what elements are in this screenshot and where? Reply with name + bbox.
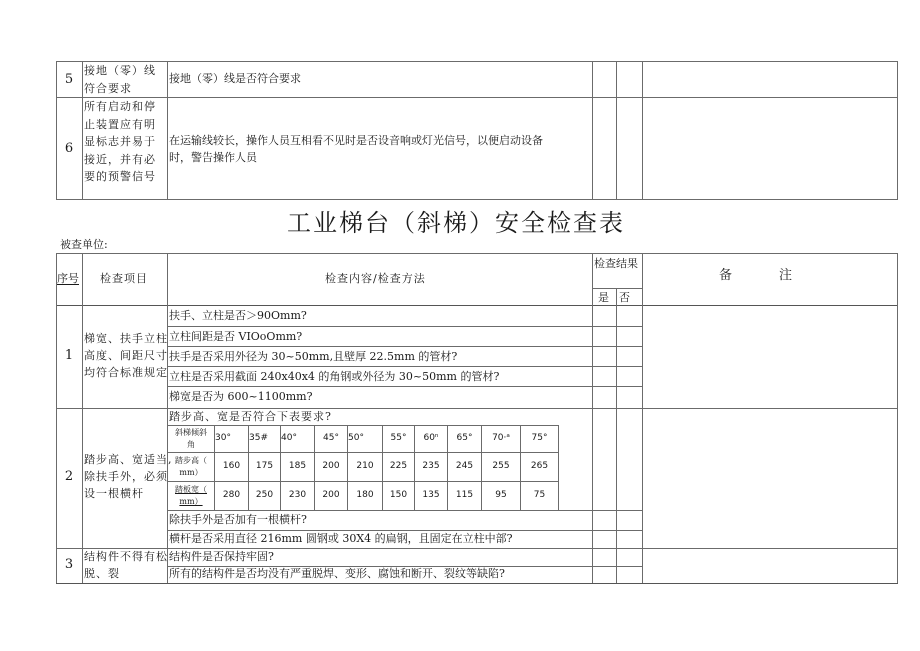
check-content: 结构件是否保持牢固?: [169, 550, 274, 563]
header-yes: 是: [598, 291, 609, 304]
check-content: 立柱间距是否 VIOoOmm?: [169, 330, 303, 343]
spec-label-line: 踏板宽（: [175, 485, 207, 494]
spec-angle: 50°: [348, 433, 364, 443]
header-no: 否: [619, 291, 630, 304]
spec-angle: 45°: [323, 433, 339, 443]
remarks-cell[interactable]: [643, 306, 897, 408]
check-content: 梯宽是否为 600~1100mm?: [169, 390, 313, 403]
check-item: 接地（零）线符合要求: [84, 64, 156, 95]
spec-tread-width: 75: [533, 490, 546, 500]
spec-tread-width: 180: [356, 490, 374, 500]
remarks-cell[interactable]: [643, 409, 897, 548]
check-item-line: 除扶手外，必须: [84, 470, 168, 483]
spec-tread-width: 135: [422, 490, 440, 500]
spec-tread-width: 280: [222, 490, 241, 500]
spec-angle: 35#: [249, 433, 268, 443]
spec-step-height: 185: [288, 461, 307, 471]
remarks-cell[interactable]: [643, 98, 897, 199]
result-yes-cell[interactable]: [593, 549, 616, 583]
result-no-cell[interactable]: [617, 306, 642, 408]
check-content-line2: 时，警告操作人员: [169, 151, 257, 164]
spec-angle: 75°: [531, 433, 548, 443]
spec-angle: 60ⁿ: [423, 433, 439, 443]
row-number: 5: [64, 72, 74, 87]
check-item-line: 设一根横杆: [84, 487, 144, 500]
check-content: 所有的结构件是否均没有严重脱焊、变形、腐蚀和断开、裂纹等缺陷?: [169, 567, 505, 580]
spec-tread-width: 95: [495, 490, 507, 500]
spec-tread-width: 200: [322, 490, 340, 500]
spec-tread-width: 250: [255, 490, 274, 500]
result-yes-cell[interactable]: [593, 98, 616, 199]
check-content: 立柱是否采用截面 240x40x4 的角钢或外径为 30~50mm 的管材?: [169, 370, 500, 383]
spec-step-height: 265: [530, 461, 549, 471]
spec-angle: 30°: [215, 433, 231, 443]
result-yes-cell[interactable]: [593, 409, 616, 548]
check-item: 所有启动和停止装置应有明显标志并易于接近，并有必要的预警信号: [84, 100, 156, 183]
result-yes-cell[interactable]: [593, 62, 616, 97]
header-serial-no: 序号: [57, 272, 79, 285]
result-yes-cell[interactable]: [593, 306, 616, 408]
spec-angle: 40°: [281, 433, 297, 443]
spec-tread-width: 150: [389, 490, 408, 500]
result-no-cell[interactable]: [617, 62, 642, 97]
header-check-item: 检查项目: [100, 272, 148, 285]
header-check-content: 检查内容/检查方法: [325, 272, 426, 285]
inspected-unit-label: 被查单位:: [60, 238, 108, 251]
spec-step-height: 255: [492, 461, 510, 471]
check-content: 扶手是否采用外径为 30~50mm,且壁厚 22.5mm 的管材?: [169, 350, 458, 363]
check-item-line: 梯宽、扶手立柱: [84, 332, 168, 345]
spec-angle: 70·ᵃ: [492, 433, 510, 443]
row-number: 6: [64, 141, 74, 156]
check-content: 除扶手外是否加有一根横杆?: [169, 513, 307, 526]
check-content: 踏步高、宽是否符合下表要求?: [169, 410, 332, 423]
result-no-cell[interactable]: [617, 98, 642, 199]
result-no-cell[interactable]: [617, 409, 642, 548]
check-item-line: 高度、间距尺寸: [84, 349, 168, 362]
page-title: 工业梯台（斜梯）安全检查表: [287, 209, 625, 237]
remarks-cell[interactable]: [643, 549, 897, 583]
spec-tread-width: 230: [288, 490, 307, 500]
spec-label-tread-width: [168, 484, 214, 508]
spec-step-height: 245: [455, 461, 474, 471]
check-item-line: 均符合标准规定: [84, 366, 168, 379]
check-item-line: 结构件不得有松: [84, 550, 168, 563]
header-check-result: 检查结果: [594, 257, 638, 270]
spec-angle: 65°: [456, 433, 473, 443]
check-item-line: 踏步高、宽适当,: [84, 453, 173, 466]
row-number: 2: [64, 469, 74, 484]
spec-label-angle: [168, 427, 214, 451]
check-content: 接地（零）线是否符合要求: [169, 72, 301, 85]
spec-label-line: 斜梯倾斜: [175, 428, 207, 437]
spec-step-height: 225: [389, 461, 408, 471]
result-no-cell[interactable]: [617, 549, 642, 583]
row-number: 1: [64, 348, 74, 363]
spec-label-step-height: [168, 455, 214, 479]
header-remarks-char2: 注: [779, 268, 793, 283]
spec-step-height: 175: [255, 461, 274, 471]
row-number: 3: [64, 557, 74, 572]
spec-label-line: 角: [187, 440, 195, 449]
remarks-cell[interactable]: [643, 62, 897, 97]
spec-tread-width: 115: [455, 490, 474, 500]
check-content: 扶手、立柱是否＞90Omm?: [169, 309, 307, 322]
check-item-line: 脱、裂: [84, 567, 120, 580]
spec-label-line: mm）: [179, 468, 203, 477]
spec-angle: 55°: [390, 433, 407, 443]
spec-step-height: 200: [322, 461, 340, 471]
spec-label-line: mm）: [179, 497, 203, 506]
header-remarks-char1: 备: [719, 268, 733, 283]
spec-label-line: 踏步高（: [175, 456, 207, 465]
spec-step-height: 210: [356, 461, 374, 471]
check-content-line1: 在运输线较长，操作人员互相看不见时是否设音响或灯光信号，以便启动设备: [169, 134, 543, 147]
spec-step-height: 235: [422, 461, 440, 471]
spec-step-height: 160: [222, 461, 241, 471]
check-content: 横杆是否采用直径 216mm 圆钢或 30X4 的扁钢，且固定在立柱中部?: [169, 532, 513, 545]
